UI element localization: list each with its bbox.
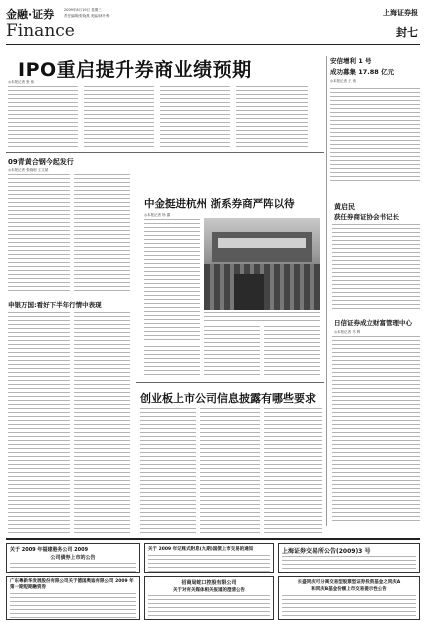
masthead — [6, 4, 420, 46]
sidebar-byline: ◎本报记者 王 伟 — [330, 79, 357, 83]
section-title-en: Finance — [6, 21, 75, 41]
ad-notice-3-title: 上海证券交易所公告(2009)3 号 — [282, 548, 371, 555]
ad-notice-2 — [144, 543, 274, 573]
story-title-3-sub: 获任券商证协会书记长 — [334, 213, 399, 221]
story-body-6b — [200, 408, 260, 534]
ad-notice-2-title: 关于 2009 年记账式附息(九期)国债上市交易的通知 — [148, 547, 254, 552]
story-body-3 — [332, 224, 420, 310]
ad-notice-1-subtitle: 公司债券上市的公告 — [50, 555, 96, 561]
story-body-6a — [140, 408, 196, 534]
editor-line: 责任编辑/张晓燕 美编/林升骅 — [64, 14, 110, 18]
photo-caption — [204, 312, 320, 322]
ad-notice-6-title: 长盛同庆可分离交易型股票型证券投资基金之同庆A — [297, 580, 401, 585]
story-byline-2: ◎本报记者 杨 露 — [144, 213, 171, 217]
story-body-4 — [8, 312, 70, 534]
story-body-6c — [264, 408, 322, 534]
ad-notice-3 — [278, 543, 420, 573]
main-byline: ◎本报记者 张 伟 — [8, 80, 35, 84]
main-story-body — [8, 86, 308, 150]
ad-notice-6 — [278, 576, 420, 620]
story-byline-5: ◎本报记者 马 辉 — [334, 330, 361, 334]
main-headline: IPO重启提升券商业绩预期 — [18, 59, 252, 81]
issue-date: 2009年8月19日 星期三 — [64, 8, 102, 12]
ad-notice-4-title: 广东粤新华发展股份有限公司关于德国奥迪有限公司 2009 年第一期短期融资券 — [10, 579, 134, 590]
ad-notice-6-subtitle: 和同庆B基金份额上市交易提示性公告 — [311, 587, 387, 592]
story-title-1: 09青黄合钢今起发行 — [8, 158, 74, 166]
issue-info — [64, 7, 204, 19]
story-title-3: 黄启民 — [334, 203, 355, 211]
ad-notice-5-title: 招商局蛇口控股有限公司 — [181, 580, 237, 586]
story-title-5: 日信证券成立财富管理中心 — [334, 319, 412, 327]
ad-notice-5 — [144, 576, 274, 620]
story-body-2 — [144, 219, 200, 343]
ad-notice-1-title: 关于 2009 年福建港务公司 2009 — [10, 547, 89, 553]
ad-notice-1 — [6, 543, 140, 573]
story-body-4b — [74, 312, 130, 534]
page-number: 封七 — [396, 26, 418, 39]
story-body-5 — [332, 336, 420, 522]
ad-notice-5-subtitle: 关于对有关媒体相关报道的澄清公告 — [173, 588, 245, 593]
story-title-2: 中金挺进杭州 浙系券商严阵以待 — [144, 198, 295, 210]
story-body-2d — [144, 346, 200, 378]
newspaper-brand: 上海证券报 — [383, 8, 418, 17]
story-byline-1: ◎本报记者 张晓明 王文斌 — [8, 168, 49, 172]
story-body-1b — [74, 174, 130, 292]
story-body-2c — [264, 326, 320, 378]
story-title-4: 申银万国:看好下半年行情中表现 — [8, 301, 102, 309]
story-body-2b — [204, 326, 260, 378]
sidebar-story — [330, 56, 420, 186]
sidebar-title: 安信增利 1 号 — [330, 57, 372, 65]
story-title-6: 创业板上市公司信息披露有哪些要求 — [140, 392, 316, 405]
sidebar-subtitle: 成功募集 17.88 亿元 — [330, 68, 395, 76]
building-photo — [204, 218, 320, 310]
ad-notice-4 — [6, 576, 140, 620]
story-body-1 — [8, 174, 70, 292]
section-title: 金融·证券 — [6, 8, 55, 21]
